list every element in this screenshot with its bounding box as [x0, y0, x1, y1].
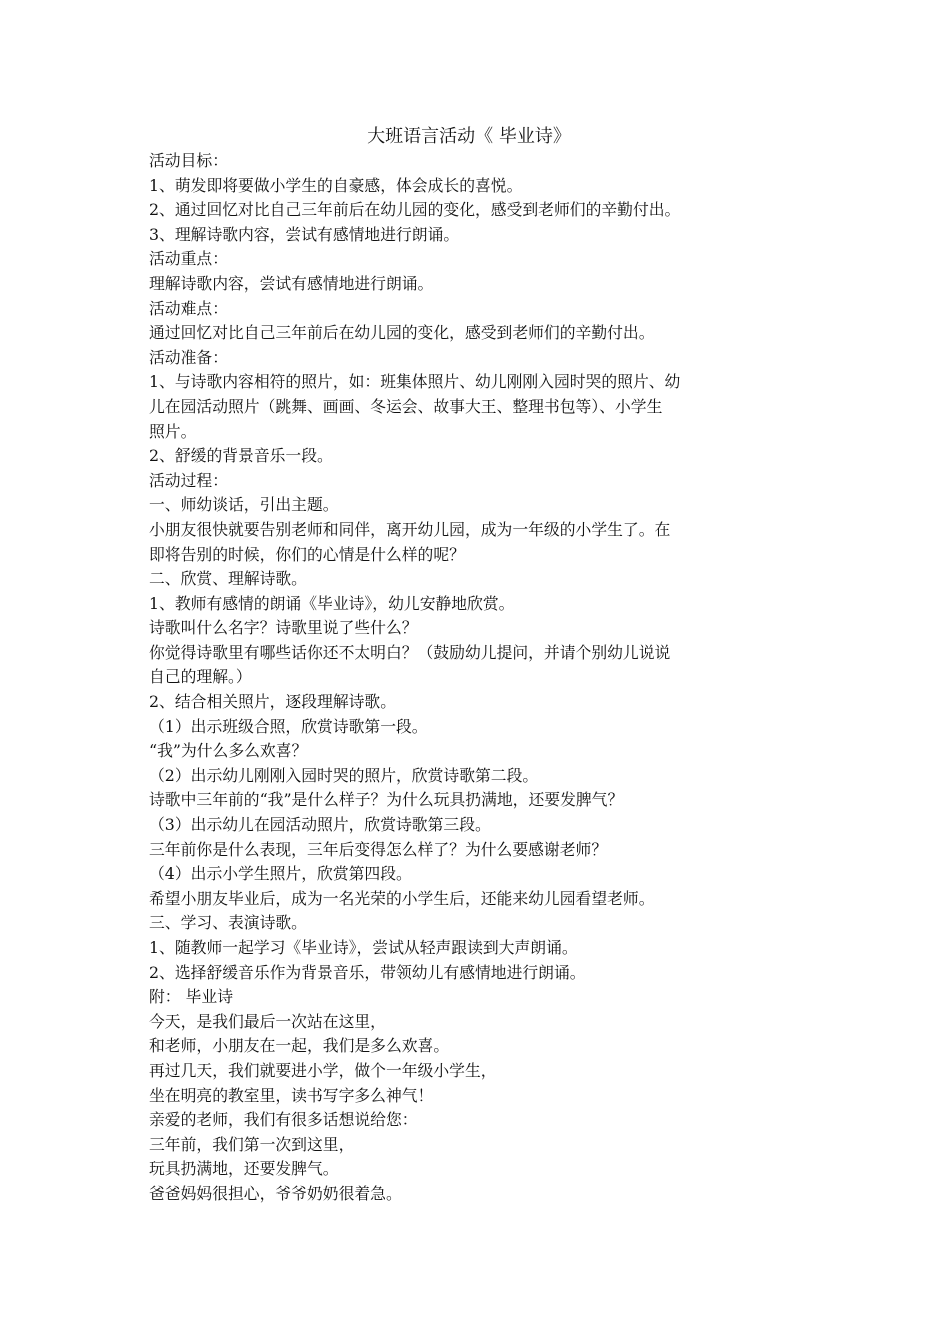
text-line: 儿在园活动照片（跳舞、画画、冬运会、故事大王、整理书包等）、小学生 — [149, 396, 663, 416]
text-line: 通过回忆对比自己三年前后在幼儿园的变化，感受到老师们的辛勤付出。 — [149, 323, 655, 343]
text-line: 自己的理解。） — [149, 667, 252, 687]
text-line: （2）出示幼儿刚刚入园时哭的照片，欣赏诗歌第二段。 — [149, 765, 539, 785]
text-line: 希望小朋友毕业后，成为一名光荣的小学生后，还能来幼儿园看望老师。 — [149, 888, 655, 908]
text-line: 活动目标： — [149, 151, 228, 170]
text-line: 亲爱的老师，我们有很多话想说给您： — [149, 1110, 418, 1130]
text-line: 诗歌中三年前的“我”是什么样子？为什么玩具扔满地，还要发脾气？ — [149, 790, 624, 810]
text-line: 和老师，小朋友在一起，我们是多么欢喜。 — [149, 1036, 450, 1056]
text-line: 坐在明亮的教室里，读书写字多么神气！ — [149, 1085, 434, 1105]
text-line: 即将告别的时候，你们的心情是什么样的呢？ — [149, 544, 465, 564]
text-line: 诗歌叫什么名字？诗歌里说了些什么？ — [149, 618, 418, 638]
document-body — [149, 149, 799, 1207]
text-line: 二、欣赏、理解诗歌。 — [149, 569, 307, 589]
text-line: “我”为什么多么欢喜？ — [149, 741, 308, 761]
text-line: 1、与诗歌内容相符的照片，如：班集体照片、幼儿刚刚入园时哭的照片、幼 — [149, 372, 681, 392]
text-line: 今天，是我们最后一次站在这里， — [149, 1011, 386, 1031]
text-line: 2、通过回忆对比自己三年前后在幼儿园的变化，感受到老师们的辛勤付出。 — [149, 200, 681, 220]
text-line: 1、教师有感情的朗诵《毕业诗》，幼儿安静地欣赏。 — [149, 593, 515, 613]
text-line: 照片。 — [149, 421, 197, 441]
text-line: 三年前你是什么表现，三年后变得怎么样了？为什么要感谢老师？ — [149, 839, 608, 859]
text-line: 3、理解诗歌内容，尝试有感情地进行朗诵。 — [149, 224, 460, 244]
text-line: 1、萌发即将要做小学生的自豪感，体会成长的喜悦。 — [149, 175, 523, 195]
text-line: 爸爸妈妈很担心，爷爷奶奶很着急。 — [149, 1183, 402, 1203]
text-line: 2、舒缓的背景音乐一段。 — [149, 446, 333, 466]
text-line: 活动重点： — [149, 249, 228, 269]
text-line: 活动过程： — [149, 470, 228, 490]
text-line: （3）出示幼儿在园活动照片，欣赏诗歌第三段。 — [149, 815, 491, 835]
text-line: 一、师幼谈话，引出主题。 — [149, 495, 339, 515]
document-title: 大班语言活动《 毕业诗》 — [367, 126, 571, 147]
text-line: （4）出示小学生照片，欣赏第四段。 — [149, 864, 412, 884]
text-line: 再过几天，我们就要进小学，做个一年级小学生， — [149, 1060, 497, 1080]
text-line: 三年前，我们第一次到这里， — [149, 1134, 355, 1154]
text-line: 玩具扔满地，还要发脾气。 — [149, 1159, 339, 1179]
text-line: 活动准备： — [149, 347, 228, 367]
text-line: 你觉得诗歌里有哪些话你还不太明白？（鼓励幼儿提问，并请个别幼儿说说 — [149, 642, 671, 662]
text-line: 小朋友很快就要告别老师和同伴，离开幼儿园，成为一年级的小学生了。在 — [149, 519, 671, 539]
text-line: 理解诗歌内容，尝试有感情地进行朗诵。 — [149, 273, 434, 293]
text-line: （1）出示班级合照，欣赏诗歌第一段。 — [149, 716, 428, 736]
text-line: 活动难点： — [149, 298, 228, 318]
text-line: 附： 毕业诗 — [149, 987, 234, 1007]
text-line: 1、随教师一起学习《毕业诗》，尝试从轻声跟读到大声朗诵。 — [149, 938, 578, 957]
text-line: 2、选择舒缓音乐作为背景音乐，带领幼儿有感情地进行朗诵。 — [149, 962, 586, 982]
text-line: 2、结合相关照片，逐段理解诗歌。 — [149, 692, 397, 712]
text-line: 三、学习、表演诗歌。 — [149, 913, 307, 933]
